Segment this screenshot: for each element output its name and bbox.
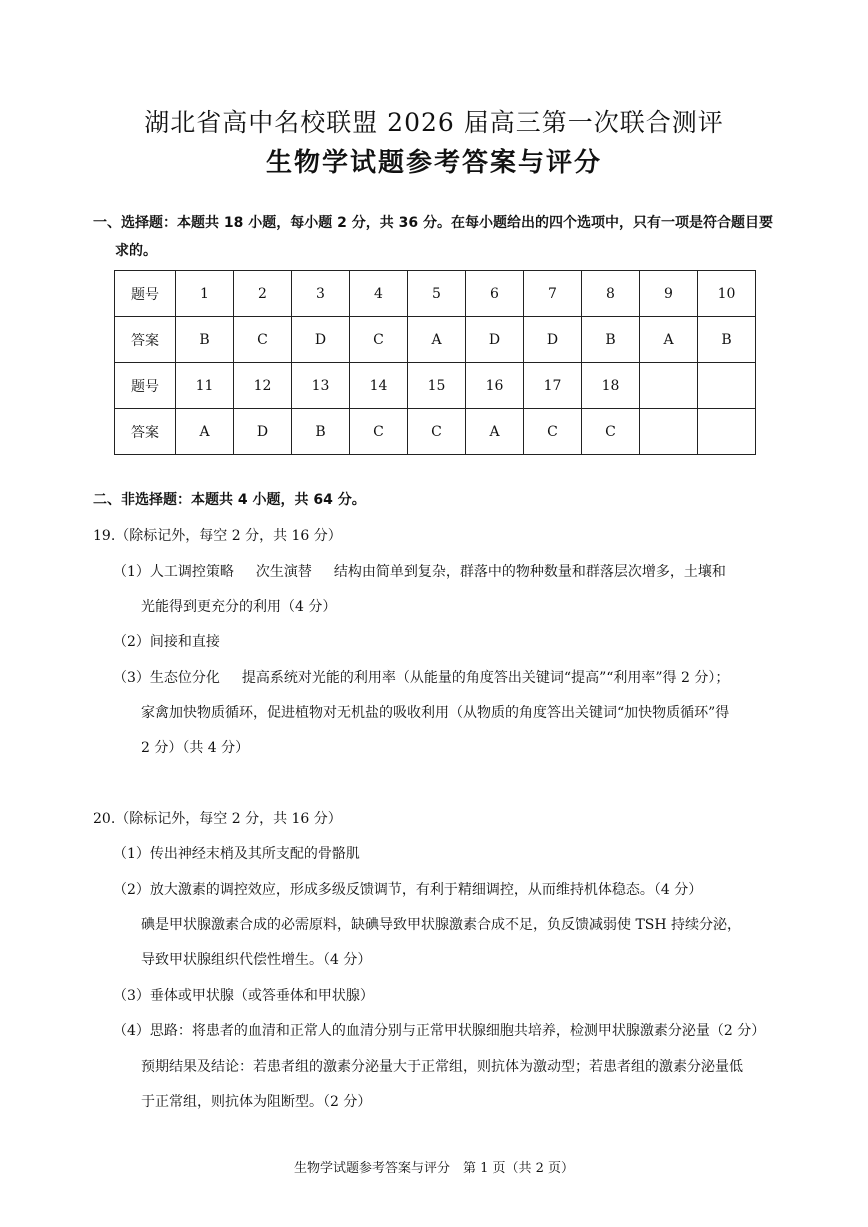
table-cell: A <box>640 317 698 363</box>
section1-heading-line1: 一、选择题：本题共 18 小题，每小题 2 分，共 36 分。在每小题给出的四个选项中，只有一项是符合题目要 <box>93 215 773 231</box>
section2-heading: 二、非选择题：本题共 4 小题，共 64 分。 <box>93 492 366 508</box>
table-cell: 题号 <box>115 271 176 317</box>
q19-answer-1 <box>113 562 726 582</box>
table-cell: A <box>176 409 234 455</box>
table-cell <box>698 363 756 409</box>
table-cell: 1 <box>176 271 234 317</box>
table-cell: C <box>408 409 466 455</box>
table-cell: 18 <box>582 363 640 409</box>
q19-a3-part4: 2 分）（共 4 分） <box>141 740 250 756</box>
answer-table <box>114 270 756 455</box>
q20-answer-2: （2）放大激素的调控效应，形成多级反馈调节，有利于精细调控，从而维持机体稳态。（4 分） <box>113 882 703 898</box>
q19-a1-part2: 次生演替 <box>255 564 312 580</box>
table-row <box>115 409 756 455</box>
table-cell: 2 <box>234 271 292 317</box>
q20-a4-part2: 预期结果及结论：若患者组的激素分泌量大于正常组，则抗体为激动型；若患者组的激素分泌量低 <box>141 1059 743 1075</box>
table-cell: 7 <box>524 271 582 317</box>
table-cell: 9 <box>640 271 698 317</box>
exam-title: 湖北省高中名校联盟 2026 届高三第一次联合测评 <box>144 108 724 137</box>
table-cell <box>698 409 756 455</box>
q19-answer-2: （2）间接和直接 <box>113 634 220 650</box>
q20-a4-part3: 于正常组，则抗体为阻断型。（2 分） <box>141 1094 372 1110</box>
table-cell: C <box>350 317 408 363</box>
q20-a2-part2: 碘是甲状腺激素合成的必需原料，缺碘导致甲状腺激素合成不足，负反馈减弱使 TSH 持续分泌， <box>141 917 742 933</box>
table-cell: 13 <box>292 363 350 409</box>
q19-answer-3 <box>113 668 729 688</box>
table-cell: 3 <box>292 271 350 317</box>
table-row <box>115 363 756 409</box>
table-cell: 17 <box>524 363 582 409</box>
table-cell: B <box>698 317 756 363</box>
q20-a2-part3: 导致甲状腺组织代偿性增生。（4 分） <box>141 952 372 968</box>
section1-heading <box>93 209 783 265</box>
q20-answer-1: （1）传出神经末梢及其所支配的骨骼肌 <box>113 846 360 862</box>
table-cell: B <box>292 409 350 455</box>
table-cell <box>640 363 698 409</box>
table-cell: 16 <box>466 363 524 409</box>
q19-a1-part4: 光能得到更充分的利用（4 分） <box>141 599 337 615</box>
table-cell: D <box>524 317 582 363</box>
table-cell: 14 <box>350 363 408 409</box>
q19-a3-part2: 提高系统对光能的利用率（从能量的角度答出关键词“提高”“利用率”得 2 分）； <box>241 670 730 686</box>
q20-answer-3: （3）垂体或甲状腺（或答垂体和甲状腺） <box>113 988 374 1004</box>
table-cell: C <box>234 317 292 363</box>
table-cell: D <box>466 317 524 363</box>
q20-title: 20.（除标记外，每空 2 分，共 16 分） <box>93 811 342 827</box>
table-cell: D <box>234 409 292 455</box>
table-cell: 4 <box>350 271 408 317</box>
table-cell: 题号 <box>115 363 176 409</box>
table-cell: 答案 <box>115 317 176 363</box>
table-row <box>115 271 756 317</box>
table-cell: C <box>350 409 408 455</box>
table-cell: A <box>466 409 524 455</box>
document-subtitle: 生物学试题参考答案与评分 <box>265 148 602 178</box>
q20-answer-4: （4）思路：将患者的血清和正常人的血清分别与正常甲状腺细胞共培养，检测甲状腺激素分泌量（2 分） <box>113 1023 766 1039</box>
table-cell: 6 <box>466 271 524 317</box>
table-cell: 8 <box>582 271 640 317</box>
table-cell: 11 <box>176 363 234 409</box>
page-footer: 生物学试题参考答案与评分 第 1 页（共 2 页） <box>293 1161 575 1176</box>
table-cell: A <box>408 317 466 363</box>
q19-a3-part1: （3）生态位分化 <box>113 670 220 686</box>
table-row <box>115 317 756 363</box>
table-cell <box>640 409 698 455</box>
table-cell: C <box>524 409 582 455</box>
table-cell: 5 <box>408 271 466 317</box>
table-cell: 12 <box>234 363 292 409</box>
table-cell: 10 <box>698 271 756 317</box>
table-cell: B <box>582 317 640 363</box>
q19-title: 19.（除标记外，每空 2 分，共 16 分） <box>93 528 342 544</box>
table-cell: 答案 <box>115 409 176 455</box>
table-cell: D <box>292 317 350 363</box>
q19-a1-part1: （1）人工调控策略 <box>113 564 234 580</box>
q19-a3-part3: 家禽加快物质循环，促进植物对无机盐的吸收利用（从物质的角度答出关键词“加快物质循环”得 <box>141 705 730 721</box>
section1-heading-line2: 求的。 <box>115 243 157 259</box>
q19-a1-part3: 结构由简单到复杂，群落中的物种数量和群落层次增多，土壤和 <box>333 564 726 580</box>
table-cell: C <box>582 409 640 455</box>
table-cell: 15 <box>408 363 466 409</box>
table-cell: B <box>176 317 234 363</box>
